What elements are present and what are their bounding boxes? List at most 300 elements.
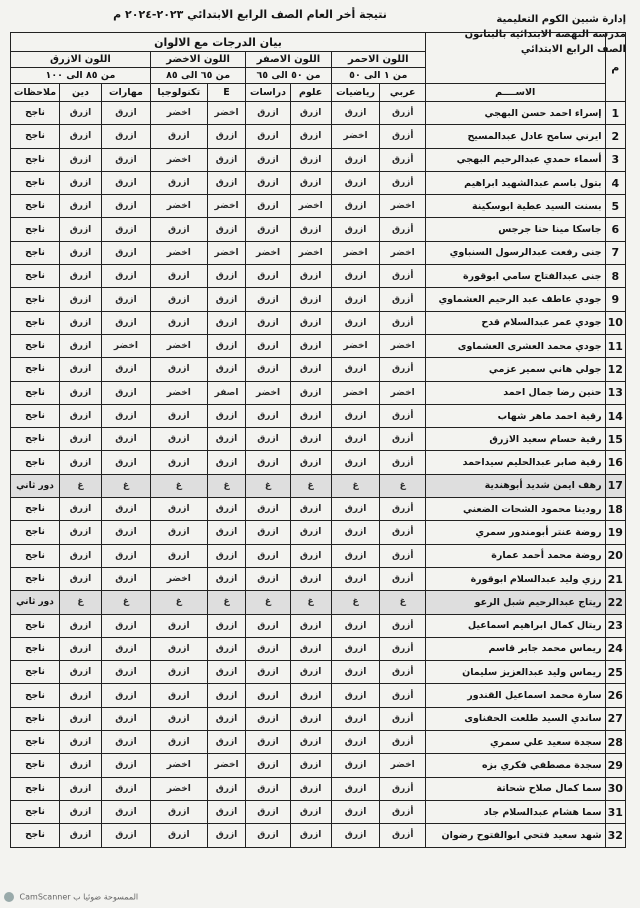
grade-cell: ازرق	[207, 218, 246, 241]
grade-cell: ازرق	[290, 707, 331, 730]
result-note: دور ثاني	[11, 474, 60, 497]
grade-cell: ازرق	[207, 637, 246, 660]
grade-cell: ازرق	[102, 567, 151, 590]
grade-cell: ازرق	[207, 521, 246, 544]
student-name: رقية صابر عبدالحليم سيداحمد	[425, 451, 605, 474]
table-row	[11, 614, 626, 637]
row-number: 1	[605, 102, 625, 125]
result-note: ناجح	[11, 731, 60, 754]
grade-cell: ازرق	[331, 498, 380, 521]
school-name: مدرسة النهضة الابتدائية بالبتانون	[464, 29, 626, 40]
result-note: ناجح	[11, 451, 60, 474]
grade-cell: ازرق	[331, 824, 380, 847]
table-row	[11, 707, 626, 730]
grade-cell: ازرق	[331, 614, 380, 637]
table-row	[11, 567, 626, 590]
grade-cell: ازرق	[331, 358, 380, 381]
grade-cell: ازرق	[207, 125, 246, 148]
student-name: جودي عمر عبدالسلام قدح	[425, 311, 605, 334]
table-row	[11, 731, 626, 754]
grade-cell: ازرق	[207, 288, 246, 311]
grade-cell: اخضر	[150, 567, 207, 590]
grade-cell: غ	[59, 474, 101, 497]
row-number: 13	[605, 381, 625, 404]
grade-cell: ازرق	[290, 381, 331, 404]
result-note: ناجح	[11, 311, 60, 334]
grade-cell: ازرق	[246, 754, 290, 777]
grade-cell: ازرق	[150, 311, 207, 334]
grade-cell: ازرق	[102, 148, 151, 171]
grade-cell: ازرق	[150, 731, 207, 754]
grade-cell: اخضر	[380, 334, 425, 357]
grade-cell: ازرق	[246, 731, 290, 754]
result-note: ناجح	[11, 288, 60, 311]
grade-cell: ازرق	[207, 358, 246, 381]
row-number: 19	[605, 521, 625, 544]
grade-cell: ازرق	[59, 521, 101, 544]
grade-cell: غ	[331, 474, 380, 497]
grade-cell: اخضر	[102, 334, 151, 357]
student-name: رقية احمد ماهر شهاب	[425, 404, 605, 427]
grade-cell: ازرق	[290, 171, 331, 194]
result-note: ناجح	[11, 544, 60, 567]
student-name: سارة محمد اسماعيل القندور	[425, 684, 605, 707]
row-number: 12	[605, 358, 625, 381]
result-note: ناجح	[11, 684, 60, 707]
grade-cell: اخضر	[331, 381, 380, 404]
grade-cell: ازرق	[290, 428, 331, 451]
grade-cell: غ	[102, 474, 151, 497]
table-row	[11, 521, 626, 544]
table-row	[11, 777, 626, 800]
grade-cell: ازرق	[290, 148, 331, 171]
grade-cell: ازرق	[102, 125, 151, 148]
grade-cell: ازرق	[246, 288, 290, 311]
table-row	[11, 265, 626, 288]
result-note: ناجح	[11, 754, 60, 777]
grade-cell: أزرق	[380, 637, 425, 660]
grade-cell: ازرق	[59, 731, 101, 754]
band-yellow-label: اللون الاصفر	[246, 52, 331, 68]
grade-cell: ازرق	[150, 684, 207, 707]
grade-cell: اخضر	[380, 381, 425, 404]
row-number: 11	[605, 334, 625, 357]
grade-cell: غ	[331, 591, 380, 614]
student-name: بسنت السيد عطية ابوسكينة	[425, 195, 605, 218]
grade-cell: ازرق	[246, 498, 290, 521]
grade-cell: ازرق	[246, 521, 290, 544]
grade-cell: ازرق	[290, 334, 331, 357]
grade-cell: اخضر	[380, 195, 425, 218]
grade-cell: ازرق	[290, 102, 331, 125]
result-note: ناجح	[11, 171, 60, 194]
student-name: رهف ايمن شديد أبوهندية	[425, 474, 605, 497]
grade-cell: أزرق	[380, 684, 425, 707]
grade-cell: ازرق	[102, 311, 151, 334]
table-row	[11, 591, 626, 614]
grade-cell: غ	[290, 591, 331, 614]
student-name: جودي محمد العشرى العشماوى	[425, 334, 605, 357]
row-number: 25	[605, 661, 625, 684]
result-note: ناجح	[11, 777, 60, 800]
grade-cell: أزرق	[380, 567, 425, 590]
result-note: ناجح	[11, 404, 60, 427]
grade-cell: ازرق	[331, 428, 380, 451]
result-note: ناجح	[11, 521, 60, 544]
grade-cell: ازرق	[102, 358, 151, 381]
grade-cell: ازرق	[59, 428, 101, 451]
grade-cell: غ	[380, 474, 425, 497]
grade-cell: ازرق	[150, 498, 207, 521]
result-note: ناجح	[11, 498, 60, 521]
grade-cell: ازرق	[207, 451, 246, 474]
grade-cell: ازرق	[59, 498, 101, 521]
admin-name: إدارة شبين الكوم التعليمية	[496, 14, 626, 25]
grade-cell: ازرق	[102, 754, 151, 777]
grade-cell: ازرق	[331, 404, 380, 427]
grade-cell: ازرق	[59, 218, 101, 241]
result-note: ناجح	[11, 148, 60, 171]
table-row	[11, 498, 626, 521]
student-name: ريتاج عبدالرحيم شبل الرعو	[425, 591, 605, 614]
grade-cell: ازرق	[102, 102, 151, 125]
grade-cell: ازرق	[102, 195, 151, 218]
result-note: ناجح	[11, 358, 60, 381]
grade-cell: ازرق	[207, 544, 246, 567]
result-note: ناجح	[11, 824, 60, 847]
grade-cell: أزرق	[380, 777, 425, 800]
grade-cell: ازرق	[290, 824, 331, 847]
student-name: ريماس محمد جابر قاسم	[425, 637, 605, 660]
row-number: 2	[605, 125, 625, 148]
grade-cell: ازرق	[331, 521, 380, 544]
table-row	[11, 544, 626, 567]
grade-cell: ازرق	[59, 102, 101, 125]
result-note: ناجح	[11, 381, 60, 404]
row-number: 9	[605, 288, 625, 311]
grade-cell: ازرق	[246, 684, 290, 707]
result-note: ناجح	[11, 661, 60, 684]
grade-cell: ازرق	[150, 171, 207, 194]
grade-cell: ازرق	[207, 684, 246, 707]
camscanner-logo-icon	[4, 892, 14, 902]
result-note: ناجح	[11, 707, 60, 730]
grade-cell: ازرق	[59, 171, 101, 194]
col-header-name: الاســــم	[425, 84, 605, 102]
grade-cell: اخضر	[150, 381, 207, 404]
grade-cell: غ	[246, 591, 290, 614]
grade-cell: اخضر	[331, 334, 380, 357]
table-row	[11, 428, 626, 451]
result-note: ناجح	[11, 428, 60, 451]
grade-cell: غ	[290, 474, 331, 497]
col-header-subject: رياضيات	[331, 84, 380, 102]
grade-cell: ازرق	[102, 777, 151, 800]
row-number: 4	[605, 171, 625, 194]
scanner-name: CamScanner	[19, 892, 71, 902]
table-row	[11, 474, 626, 497]
grade-cell: أزرق	[380, 311, 425, 334]
grade-cell: ازرق	[207, 777, 246, 800]
grade-cell: ازرق	[331, 102, 380, 125]
row-number: 22	[605, 591, 625, 614]
col-header-subject: تكنولوجيا	[150, 84, 207, 102]
row-number: 27	[605, 707, 625, 730]
result-note: ناجح	[11, 614, 60, 637]
grade-cell: ازرق	[331, 661, 380, 684]
grade-cell: ازرق	[290, 451, 331, 474]
grade-cell: ازرق	[102, 451, 151, 474]
table-row	[11, 125, 626, 148]
grade-cell: ازرق	[290, 358, 331, 381]
row-number: 23	[605, 614, 625, 637]
grade-cell: ازرق	[102, 684, 151, 707]
band-blue-range: من ٨٥ الى ١٠٠	[11, 68, 151, 84]
grade-cell: أزرق	[380, 428, 425, 451]
row-number: 18	[605, 498, 625, 521]
grade-cell: ازرق	[207, 171, 246, 194]
grade-cell: اخضر	[207, 754, 246, 777]
grade-cell: ازرق	[246, 125, 290, 148]
grade-cell: ازرق	[207, 707, 246, 730]
grade-cell: أزرق	[380, 125, 425, 148]
student-name: سما كمال صلاح شحاتة	[425, 777, 605, 800]
student-name: سجدة سعيد علي سمري	[425, 731, 605, 754]
row-number: 21	[605, 567, 625, 590]
grade-cell: ازرق	[290, 311, 331, 334]
row-number: 8	[605, 265, 625, 288]
grade-cell: ازرق	[102, 498, 151, 521]
grade-cell: ازرق	[331, 567, 380, 590]
grade-cell: اخضر	[331, 125, 380, 148]
grade-cell: ازرق	[207, 800, 246, 823]
table-row	[11, 451, 626, 474]
grade-cell: ازرق	[246, 637, 290, 660]
table-row	[11, 288, 626, 311]
row-number: 28	[605, 731, 625, 754]
grade-cell: ازرق	[290, 218, 331, 241]
grade-cell: اخضر	[150, 241, 207, 264]
student-name: رقية حسام سعيد الازرق	[425, 428, 605, 451]
grade-cell: ازرق	[102, 218, 151, 241]
grade-cell: ازرق	[59, 195, 101, 218]
grade-cell: ازرق	[59, 148, 101, 171]
student-name: جولي هاني سمير عزمي	[425, 358, 605, 381]
scanner-footer	[4, 892, 138, 902]
grade-cell: ازرق	[207, 334, 246, 357]
grade-cell: ازرق	[290, 125, 331, 148]
grade-cell: أزرق	[380, 404, 425, 427]
grade-cell: ازرق	[207, 311, 246, 334]
grade-cell: ازرق	[207, 265, 246, 288]
grade-cell: أزرق	[380, 265, 425, 288]
grade-cell: اخضر	[290, 195, 331, 218]
result-note: ناجح	[11, 102, 60, 125]
grade-cell: ازرق	[246, 614, 290, 637]
grade-cell: غ	[102, 591, 151, 614]
grade-cell: ازرق	[246, 102, 290, 125]
row-number: 6	[605, 218, 625, 241]
grade-cell: ازرق	[290, 800, 331, 823]
grade-cell: ازرق	[150, 521, 207, 544]
col-header-notes: ملاحظات	[11, 84, 60, 102]
grade-cell: اخضر	[207, 241, 246, 264]
result-note: ناجح	[11, 567, 60, 590]
grade-cell: أزرق	[380, 218, 425, 241]
grade-cell: ازرق	[102, 428, 151, 451]
grade-cell: ازرق	[207, 567, 246, 590]
grade-cell: ازرق	[59, 451, 101, 474]
student-name: ساندي السيد طلعت الحفناوى	[425, 707, 605, 730]
band-blue-label: اللون الازرق	[11, 52, 151, 68]
grade-cell: غ	[150, 474, 207, 497]
grade-cell: اخضر	[246, 241, 290, 264]
grade-cell: ازرق	[331, 544, 380, 567]
student-name: جنى عبدالفتاح سامي ابوقورة	[425, 265, 605, 288]
grade-cell: ازرق	[207, 498, 246, 521]
grade-cell: اخضر	[207, 102, 246, 125]
grade-cell: ازرق	[246, 428, 290, 451]
grade-cell: اخضر	[380, 241, 425, 264]
student-name: إسراء احمد حسن البهجي	[425, 102, 605, 125]
grade-cell: ازرق	[150, 800, 207, 823]
table-row	[11, 661, 626, 684]
grade-cell: ازرق	[150, 125, 207, 148]
student-name: روضة عنتر أبومندور سمري	[425, 521, 605, 544]
grade-cell: أزرق	[380, 171, 425, 194]
row-number: 31	[605, 800, 625, 823]
student-name: روضة محمد أحمد عمارة	[425, 544, 605, 567]
grade-cell: أزرق	[380, 800, 425, 823]
grade-cell: ازرق	[290, 265, 331, 288]
grade-cell: ازرق	[150, 661, 207, 684]
grade-cell: أزرق	[380, 731, 425, 754]
grade-cell: ازرق	[290, 567, 331, 590]
grade-cell: ازرق	[150, 707, 207, 730]
grade-cell: ازرق	[331, 777, 380, 800]
page-title: نتيجة أخر العام الصف الرابع الابتدائي ٢٠٢٣-٢٠٢٤ م	[113, 8, 387, 21]
grade-cell: غ	[380, 591, 425, 614]
row-number: 5	[605, 195, 625, 218]
result-note: ناجح	[11, 241, 60, 264]
grade-cell: ازرق	[331, 148, 380, 171]
grade-cell: ازرق	[59, 684, 101, 707]
grade-cell: ازرق	[59, 241, 101, 264]
grade-cell: ازرق	[290, 684, 331, 707]
grade-cell: اخضر	[246, 381, 290, 404]
grade-cell: أزرق	[380, 614, 425, 637]
band-green-label: اللون الاخضر	[150, 52, 245, 68]
grade-cell: ازرق	[207, 148, 246, 171]
grade-cell: ازرق	[59, 824, 101, 847]
grade-cell: ازرق	[207, 428, 246, 451]
grade-cell: ازرق	[246, 707, 290, 730]
grade-cell: ازرق	[246, 404, 290, 427]
grade-cell: ازرق	[102, 544, 151, 567]
grade-cell: اخضر	[150, 148, 207, 171]
grade-cell: ازرق	[290, 661, 331, 684]
grade-cell: ازرق	[59, 334, 101, 357]
band-yellow-range: من ٥٠ الى ٦٥	[246, 68, 331, 84]
grade-cell: ازرق	[290, 777, 331, 800]
result-note: ناجح	[11, 218, 60, 241]
grade-cell: غ	[207, 591, 246, 614]
result-note: ناجح	[11, 195, 60, 218]
row-number: 26	[605, 684, 625, 707]
col-header-subject: دراسات	[246, 84, 290, 102]
grade-cell: ازرق	[246, 171, 290, 194]
grade-cell: ازرق	[102, 241, 151, 264]
grade-cell: غ	[150, 591, 207, 614]
student-name: بتول باسم عبدالشهيد ابراهيم	[425, 171, 605, 194]
grade-cell: أزرق	[380, 498, 425, 521]
table-row	[11, 824, 626, 847]
grade-cell: ازرق	[150, 288, 207, 311]
table-row	[11, 381, 626, 404]
band-red-range: من ١ الى ٥٠	[331, 68, 425, 84]
table-row	[11, 171, 626, 194]
col-header-subject: علوم	[290, 84, 331, 102]
grade-cell: ازرق	[59, 404, 101, 427]
grade-cell: ازرق	[331, 684, 380, 707]
grade-name: الصف الرابع الابتدائي	[520, 44, 626, 55]
grade-cell: ازرق	[246, 777, 290, 800]
grade-cell: اخضر	[150, 195, 207, 218]
grade-cell: ازرق	[59, 777, 101, 800]
grade-cell: ازرق	[331, 218, 380, 241]
grade-cell: ازرق	[59, 637, 101, 660]
grade-cell: اخضر	[150, 754, 207, 777]
grade-cell: اخضر	[290, 241, 331, 264]
grade-cell: ازرق	[331, 800, 380, 823]
grade-cell: ازرق	[246, 334, 290, 357]
grade-cell: ازرق	[59, 754, 101, 777]
student-name: جاسكا مينا حنا جرجس	[425, 218, 605, 241]
grade-cell: اخضر	[150, 334, 207, 357]
row-number: 14	[605, 404, 625, 427]
row-number: 17	[605, 474, 625, 497]
row-number: 7	[605, 241, 625, 264]
grade-cell: أزرق	[380, 358, 425, 381]
grade-cell: أزرق	[380, 544, 425, 567]
grade-cell: ازرق	[102, 661, 151, 684]
table-row	[11, 311, 626, 334]
table-row	[11, 102, 626, 125]
grade-cell: اخضر	[207, 195, 246, 218]
table-row	[11, 334, 626, 357]
grade-cell: اخضر	[150, 102, 207, 125]
student-name: سجدة مصطفي فكري بزه	[425, 754, 605, 777]
grade-cell: ازرق	[290, 614, 331, 637]
grade-cell: أزرق	[380, 521, 425, 544]
grade-cell: اصفر	[207, 381, 246, 404]
table-row	[11, 358, 626, 381]
grade-cell: ازرق	[59, 288, 101, 311]
student-name: أسماء حمدي عبدالرحيم البهجي	[425, 148, 605, 171]
grade-cell: اخضر	[331, 241, 380, 264]
grade-cell: ازرق	[207, 404, 246, 427]
band-green-range: من ٦٥ الى ٨٥	[150, 68, 245, 84]
grade-cell: أزرق	[380, 824, 425, 847]
grade-cell: اخضر	[380, 754, 425, 777]
row-number: 20	[605, 544, 625, 567]
grade-cell: ازرق	[102, 521, 151, 544]
grade-cell: ازرق	[102, 707, 151, 730]
grade-cell: ازرق	[246, 148, 290, 171]
result-note: ناجح	[11, 125, 60, 148]
grade-cell: ازرق	[207, 824, 246, 847]
grade-cell: ازرق	[207, 661, 246, 684]
